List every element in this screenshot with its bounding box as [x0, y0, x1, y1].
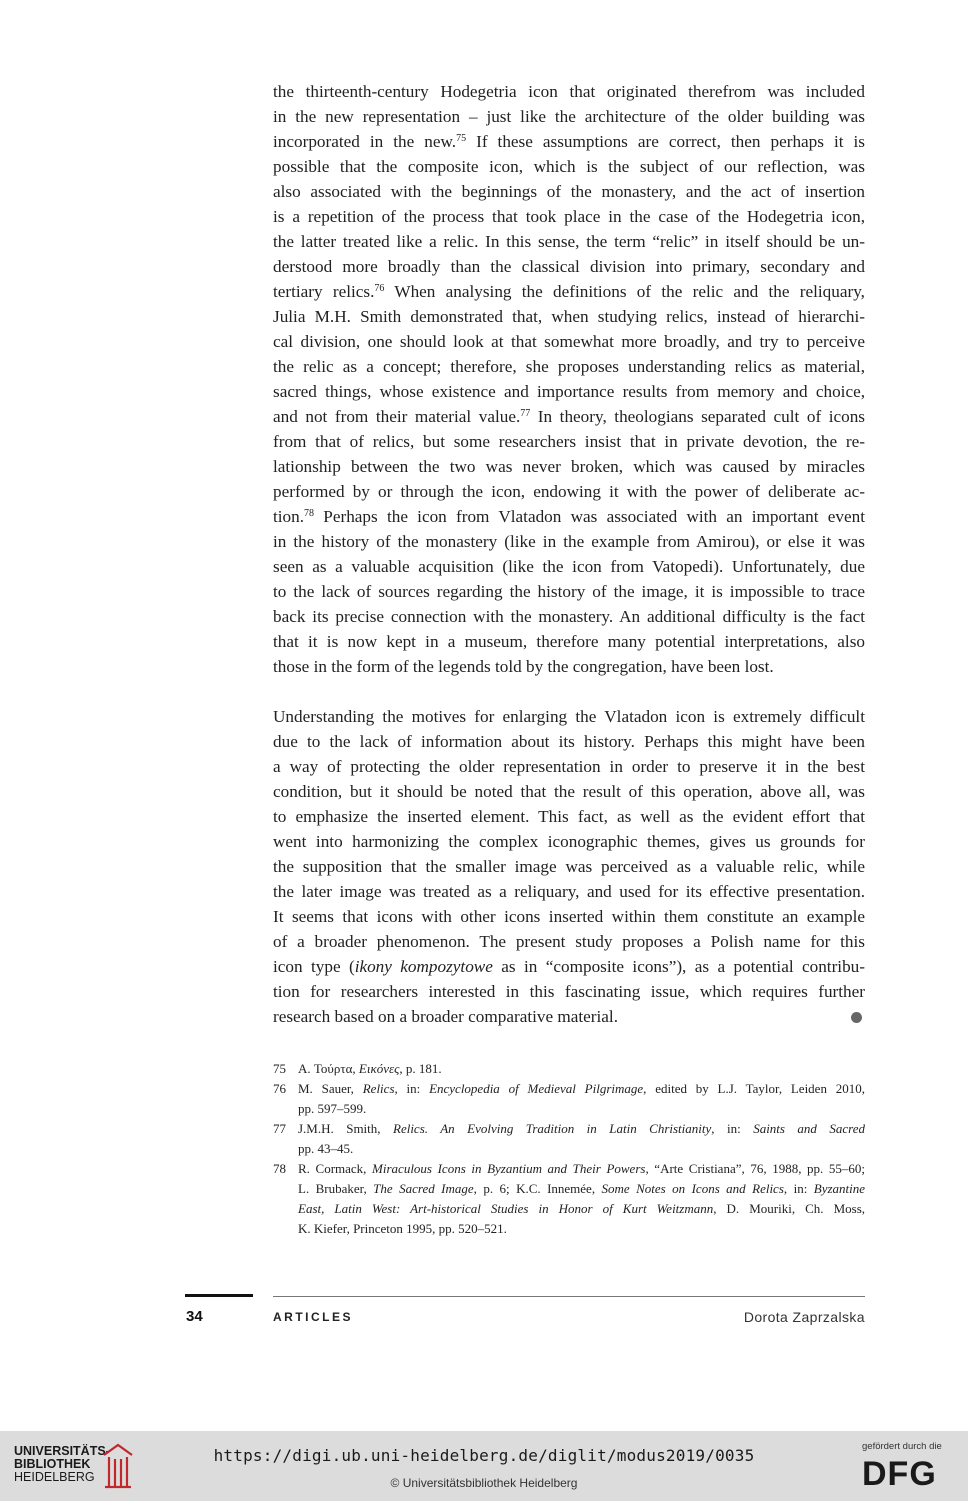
dfg-logo[interactable]: DFG [862, 1455, 937, 1493]
text-line: those in the form of the legends told by the congregation, have been lost. [273, 657, 774, 676]
footnote-line [298, 1059, 865, 1079]
cited-title: East, Latin West: Art-historical Studies in Honor of Kurt Weitzmann [298, 1201, 714, 1216]
cited-title: Relics. An Evolving Tradition in Latin Christianity [393, 1121, 712, 1136]
running-author: Dorota Zaprzalska [743, 1309, 865, 1325]
text-line: lationship between the two was never broken, which was caused by miracles [273, 457, 865, 476]
text-segment: incorporated in the new. [273, 132, 457, 151]
footer-rule-thick [185, 1294, 253, 1297]
text-line: sacred things, whose existence and importance results from memory and choice, [273, 382, 865, 401]
text-line: the thirteenth-century Hodegetria icon that originated therefrom was included [273, 82, 865, 101]
footnote-line [298, 1159, 865, 1179]
footnote [273, 1059, 865, 1079]
text-line: a way of protecting the older representation in order to preserve it in the best [273, 757, 865, 776]
paragraph-2 [273, 704, 865, 1029]
text-line: seen as a valuable acquisition (like the icon from Vatopedi). Unfortunately, due [273, 557, 865, 576]
text-line: tion for researchers interested in this fascinating issue, which requires further [273, 982, 865, 1001]
footnote-text: , edited by L.J. Taylor, Leiden 2010, [643, 1081, 865, 1096]
footnote-text: , p. 6; K.C. Innemée, [473, 1181, 602, 1196]
footnote-text: , in: [394, 1081, 430, 1096]
cited-title: Εικόνες [358, 1061, 400, 1076]
text-line [273, 129, 865, 154]
library-name-line: UNIVERSITÄTS- [14, 1444, 110, 1458]
footnote-text: , D. Mouriki, Ch. Moss, [713, 1201, 865, 1216]
footnote-ref[interactable]: 76 [374, 283, 385, 294]
italic-term: ikony kompozytowe [354, 957, 493, 976]
text-line: is a repetition of the process that took place in the case of the Hodegetria icon, [273, 207, 865, 226]
text-line: condition, but it should be noted that the result of this operation, above all, was [273, 782, 865, 801]
footnote-line [298, 1219, 865, 1239]
footnote-number: 77 [273, 1121, 286, 1136]
text-line: performed by or through the icon, endowing it with the power of deliberate ac- [273, 482, 865, 501]
footnote-text: , in: [711, 1121, 754, 1136]
end-of-article-marker [851, 1012, 862, 1023]
footnote-text: A. Τούρτα, [298, 1061, 359, 1076]
text-line: in the new representation – just like the architecture of the older building was [273, 107, 865, 126]
cited-title: Encyclopedia of Medieval Pilgrimage [429, 1081, 644, 1096]
footnote-ref[interactable]: 77 [520, 408, 531, 419]
footnote-line [298, 1139, 865, 1159]
footnote-number: 76 [273, 1081, 286, 1096]
text-line: cal division, one should look at that somewhat more broadly, and try to perceive [273, 332, 865, 351]
text-segment: In theory, theologians separated cult of icons [530, 407, 865, 426]
footnote-text: , “Arte Cristiana”, 76, 1988, pp. 55–60; [645, 1161, 866, 1176]
footnote-text: K. Kiefer, Princeton 1995, pp. 520–521. [298, 1221, 507, 1236]
text-line: to the lack of sources regarding the history of the image, it is impossible to trace [273, 582, 865, 601]
text-line: went into harmonizing the complex iconographic themes, gives us grounds for [273, 832, 865, 851]
copyright-notice: © Universitätsbibliothek Heidelberg [390, 1476, 578, 1490]
text-segment: When analysing the definitions of the relic and the reliquary, [384, 282, 865, 301]
text-line: that it is now kept in a museum, therefore many potential interpretations, also [273, 632, 865, 651]
text-segment: Perhaps the icon from Vlatadon was associated with an important event [314, 507, 865, 526]
footnote-line [298, 1099, 865, 1119]
library-name-line: BIBLIOTHEK [14, 1457, 91, 1471]
text-line: Understanding the motives for enlarging the Vlatadon icon is extremely difficult [273, 707, 865, 726]
footnote-ref[interactable]: 78 [304, 508, 315, 519]
library-name-line: HEIDELBERG [14, 1470, 95, 1484]
footnote-text: J.M.H. Smith, [298, 1121, 393, 1136]
text-segment: icon type ( [273, 957, 355, 976]
text-line: the relic as a concept; therefore, she proposes understanding relics as material, [273, 357, 865, 376]
page-number: 34 [186, 1308, 203, 1325]
text-line: research based on a broader comparative material. [273, 1007, 619, 1026]
text-line: from that of relics, but some researchers insist that in private devotion, the re- [273, 432, 865, 451]
text-line [273, 954, 865, 979]
footnote-text: pp. 597–599. [298, 1101, 367, 1116]
footnote-line [298, 1119, 865, 1139]
funding-label: gefördert durch die [862, 1441, 942, 1452]
document-url[interactable]: https://digi.ub.uni-heidelberg.de/diglit/modus2019/0035 [213, 1446, 755, 1465]
text-line: the supposition that the smaller image was perceived as a valuable relic, while [273, 857, 865, 876]
footnote-text: , in: [783, 1181, 814, 1196]
text-line: in the history of the monastery (like in the example from Amirou), or else it was [273, 532, 865, 551]
footnote-number: 78 [273, 1161, 286, 1176]
footnote-text: M. Sauer, [298, 1081, 363, 1096]
cited-title: The Sacred Image [373, 1181, 474, 1196]
section-label: ARTICLES [273, 1310, 353, 1324]
cited-title: Miraculous Icons in Byzantium and Their Powers [372, 1161, 646, 1176]
text-segment: tertiary relics. [273, 282, 375, 301]
text-segment: as in “composite icons”), as a potential contribu- [492, 957, 865, 976]
text-line: possible that the composite icon, which is the subject of our reflection, was [273, 157, 865, 176]
footnotes [273, 1059, 865, 1239]
footnote-text: R. Cormack, [298, 1161, 373, 1176]
footnote-text: L. Brubaker, [298, 1181, 374, 1196]
cited-title: Some Notes on Icons and Relics [601, 1181, 784, 1196]
footnote-number: 75 [273, 1061, 286, 1076]
text-line: also associated with the beginnings of the monastery, and the act of insertion [273, 182, 865, 201]
text-line [273, 279, 865, 304]
cited-title: Saints and Sacred [753, 1121, 866, 1136]
text-line: derstood more broadly than the classical division into primary, secondary and [273, 257, 865, 276]
text-line: due to the lack of information about its history. Perhaps this might have been [273, 732, 865, 751]
text-segment: and not from their material value. [273, 407, 521, 426]
footnote-text: pp. 43–45. [298, 1141, 354, 1156]
text-line: the latter treated like a relic. In this sense, the term “relic” in itself should be un- [273, 232, 865, 251]
paragraph-1 [273, 79, 865, 679]
cited-title: Relics [362, 1081, 395, 1096]
cited-title: Byzantine [813, 1181, 866, 1196]
footnote-line [298, 1199, 865, 1219]
text-line: back its precise connection with the monastery. An additional difficulty is the fact [273, 607, 865, 626]
text-segment: If these assumptions are correct, then perhaps it is [466, 132, 865, 151]
footnote-text: , p. 181. [399, 1061, 442, 1076]
text-line [273, 504, 865, 529]
viewer-footer [0, 1431, 968, 1501]
footnote-line [298, 1179, 865, 1199]
text-line [273, 404, 865, 429]
text-segment: tion. [273, 507, 305, 526]
text-line: of a broader phenomenon. The present study proposes a Polish name for this [273, 932, 865, 951]
text-line: Julia M.H. Smith demonstrated that, when studying relics, instead of hierarchi- [273, 307, 865, 326]
footnote [273, 1079, 865, 1119]
footnote-ref[interactable]: 75 [456, 133, 467, 144]
footnote [273, 1159, 865, 1239]
text-line: to emphasize the inserted element. This fact, as well as the evident effort that [273, 807, 865, 826]
footnote-line [298, 1079, 865, 1099]
text-line: It seems that icons with other icons inserted within them constitute an example [273, 907, 865, 926]
footer-rule [273, 1296, 865, 1297]
footnote [273, 1119, 865, 1159]
text-line: the later image was treated as a reliquary, and used for its effective presentation. [273, 882, 865, 901]
